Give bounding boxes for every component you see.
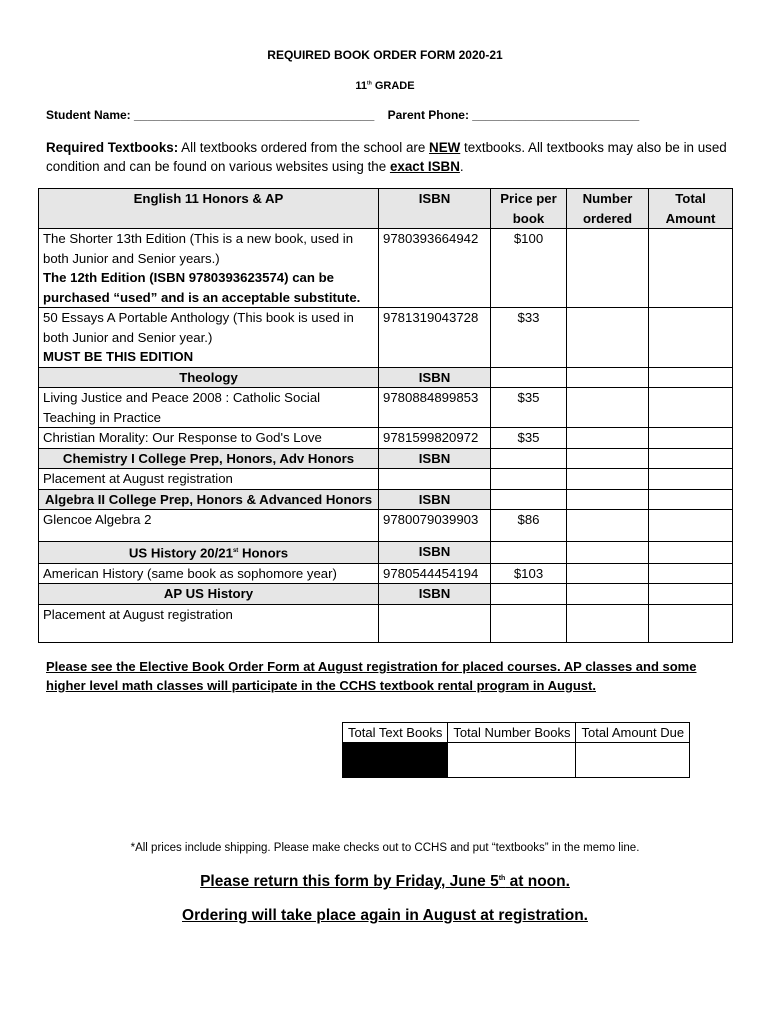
number-ordered-cell[interactable] bbox=[567, 388, 649, 428]
us-history-heading-end: Honors bbox=[238, 545, 289, 561]
return-sup: th bbox=[498, 874, 506, 882]
isbn-cell: 9781319043728 bbox=[379, 308, 491, 368]
number-ordered-cell[interactable] bbox=[567, 469, 649, 490]
book-note: The 12th Edition (ISBN 9780393623574) can be purchased “used” and is an acceptable substitute. bbox=[43, 270, 361, 305]
grade-word: GRADE bbox=[374, 80, 415, 92]
total-number-books-label: Total Number Books bbox=[448, 723, 576, 743]
book-title: 50 Essays A Portable Anthology (This book is used in both Junior and Senior year.) bbox=[43, 310, 354, 345]
table-row bbox=[39, 388, 733, 428]
isbn-cell: 9780393664942 bbox=[379, 229, 491, 308]
header-course: English 11 Honors & AP bbox=[39, 189, 379, 229]
table-row bbox=[39, 308, 733, 368]
empty-cell bbox=[491, 448, 567, 469]
shipping-note: *All prices include shipping. Please make checks out to CCHS and put “textbooks” in the memo line. bbox=[130, 842, 640, 854]
empty-cell bbox=[491, 469, 567, 490]
empty-cell bbox=[567, 542, 649, 564]
number-ordered-cell[interactable] bbox=[567, 229, 649, 308]
empty-cell bbox=[567, 448, 649, 469]
grade-number: 11 bbox=[355, 80, 368, 92]
section-header-row bbox=[39, 367, 733, 388]
grade-label bbox=[0, 80, 770, 92]
total-number-books-field[interactable] bbox=[448, 743, 576, 778]
us-history-heading: US History 20/21 bbox=[128, 545, 233, 561]
intro-exact-isbn: exact ISBN bbox=[389, 159, 460, 174]
empty-cell bbox=[567, 489, 649, 510]
total-amount-cell[interactable] bbox=[649, 563, 733, 584]
section-heading-theology: Theology bbox=[39, 367, 379, 388]
total-amount-cell[interactable] bbox=[649, 308, 733, 368]
empty-cell bbox=[649, 542, 733, 564]
book-cell bbox=[39, 229, 379, 308]
table-row bbox=[39, 563, 733, 584]
student-name-field[interactable]: Student Name: ____________________________________ bbox=[46, 108, 375, 122]
section-heading-algebra: Algebra II College Prep, Honors & Advanced Honors bbox=[39, 489, 379, 510]
section-isbn-heading: ISBN bbox=[379, 448, 491, 469]
empty-cell bbox=[491, 604, 567, 642]
total-amount-cell[interactable] bbox=[649, 604, 733, 642]
table-row bbox=[39, 510, 733, 542]
book-title: Living Justice and Peace 2008 : Catholic Social Teaching in Practice bbox=[39, 388, 379, 428]
table-row bbox=[39, 469, 733, 490]
empty-cell bbox=[567, 584, 649, 605]
empty-cell bbox=[649, 448, 733, 469]
number-ordered-cell[interactable] bbox=[567, 510, 649, 542]
return-text-end: at noon. bbox=[505, 873, 570, 890]
table-header-row bbox=[39, 189, 733, 229]
section-header-row bbox=[39, 542, 733, 564]
section-isbn-heading: ISBN bbox=[379, 542, 491, 564]
book-cell bbox=[39, 308, 379, 368]
intro-text-1: All textbooks ordered from the school are bbox=[178, 140, 430, 155]
number-ordered-cell[interactable] bbox=[567, 308, 649, 368]
return-deadline bbox=[0, 873, 770, 891]
book-title: Placement at August registration bbox=[39, 604, 379, 642]
section-header-row bbox=[39, 489, 733, 510]
empty-cell bbox=[567, 367, 649, 388]
book-title: Christian Morality: Our Response to God's Love bbox=[39, 428, 379, 449]
table-row bbox=[39, 604, 733, 642]
total-text-books-label: Total Text Books bbox=[343, 723, 448, 743]
section-heading-us-history bbox=[39, 542, 379, 564]
total-amount-due-field[interactable] bbox=[576, 743, 690, 778]
empty-cell bbox=[649, 584, 733, 605]
form-title: REQUIRED BOOK ORDER FORM 2020-21 bbox=[267, 48, 503, 62]
intro-end: . bbox=[459, 159, 464, 174]
price-cell: $35 bbox=[491, 388, 567, 428]
empty-cell bbox=[491, 584, 567, 605]
order-again-note: Ordering will take place again in August at registration. bbox=[182, 907, 588, 924]
total-amount-cell[interactable] bbox=[649, 469, 733, 490]
section-isbn-heading: ISBN bbox=[379, 367, 491, 388]
header-price: Price per book bbox=[491, 189, 567, 229]
total-amount-cell[interactable] bbox=[649, 428, 733, 449]
total-amount-cell[interactable] bbox=[649, 388, 733, 428]
number-ordered-cell[interactable] bbox=[567, 428, 649, 449]
intro-text-2: textbooks. All textbooks may also be in used condition and can be found on various websites using the bbox=[46, 140, 727, 174]
table-row bbox=[39, 428, 733, 449]
us-history-sup: st bbox=[232, 548, 239, 554]
price-cell: $33 bbox=[491, 308, 567, 368]
header-isbn: ISBN bbox=[379, 189, 491, 229]
empty-cell bbox=[379, 469, 491, 490]
total-amount-due-label: Total Amount Due bbox=[576, 723, 690, 743]
parent-phone-field[interactable]: Parent Phone: _________________________ bbox=[387, 108, 640, 122]
isbn-cell: 9780884899853 bbox=[379, 388, 491, 428]
price-cell: $86 bbox=[491, 510, 567, 542]
total-text-books-blackout bbox=[343, 743, 448, 778]
book-title: Placement at August registration bbox=[39, 469, 379, 490]
total-amount-cell[interactable] bbox=[649, 229, 733, 308]
textbook-table bbox=[38, 188, 733, 643]
number-ordered-cell[interactable] bbox=[567, 563, 649, 584]
empty-cell bbox=[491, 542, 567, 564]
empty-cell bbox=[379, 604, 491, 642]
return-text: Please return this form by Friday, June 5 bbox=[200, 873, 499, 890]
empty-cell bbox=[649, 367, 733, 388]
section-header-row bbox=[39, 448, 733, 469]
intro-lead: Required Textbooks: bbox=[46, 140, 179, 155]
header-total: Total Amount bbox=[649, 189, 733, 229]
totals-header-row bbox=[343, 723, 690, 743]
isbn-cell: 9781599820972 bbox=[379, 428, 491, 449]
section-heading-chemistry: Chemistry I College Prep, Honors, Adv Honors bbox=[39, 448, 379, 469]
header-number: Number ordered bbox=[567, 189, 649, 229]
section-isbn-heading: ISBN bbox=[379, 584, 491, 605]
totals-value-row bbox=[343, 743, 690, 778]
price-cell: $100 bbox=[491, 229, 567, 308]
total-amount-cell[interactable] bbox=[649, 510, 733, 542]
table-row bbox=[39, 229, 733, 308]
grade-suffix: th bbox=[367, 80, 372, 87]
totals-table bbox=[342, 722, 690, 778]
book-title: The Shorter 13th Edition (This is a new book, used in both Junior and Senior years.) bbox=[43, 231, 354, 266]
empty-cell bbox=[649, 489, 733, 510]
section-isbn-heading: ISBN bbox=[379, 489, 491, 510]
price-cell: $103 bbox=[491, 563, 567, 584]
price-cell: $35 bbox=[491, 428, 567, 449]
book-title: American History (same book as sophomore year) bbox=[39, 563, 379, 584]
intro-paragraph bbox=[46, 138, 736, 176]
student-info-line bbox=[46, 108, 639, 122]
isbn-cell: 9780079039903 bbox=[379, 510, 491, 542]
book-title: Glencoe Algebra 2 bbox=[39, 510, 379, 542]
empty-cell bbox=[491, 489, 567, 510]
section-heading-ap-history: AP US History bbox=[39, 584, 379, 605]
book-note: MUST BE THIS EDITION bbox=[43, 349, 194, 364]
empty-cell bbox=[491, 367, 567, 388]
intro-new-word: NEW bbox=[429, 140, 461, 155]
number-ordered-cell[interactable] bbox=[567, 604, 649, 642]
elective-note: Please see the Elective Book Order Form at August registration for placed courses. AP classes and some higher level math classes will participate in the CCHS textbook rental program in August. bbox=[46, 659, 697, 693]
isbn-cell: 9780544454194 bbox=[379, 563, 491, 584]
section-header-row bbox=[39, 584, 733, 605]
